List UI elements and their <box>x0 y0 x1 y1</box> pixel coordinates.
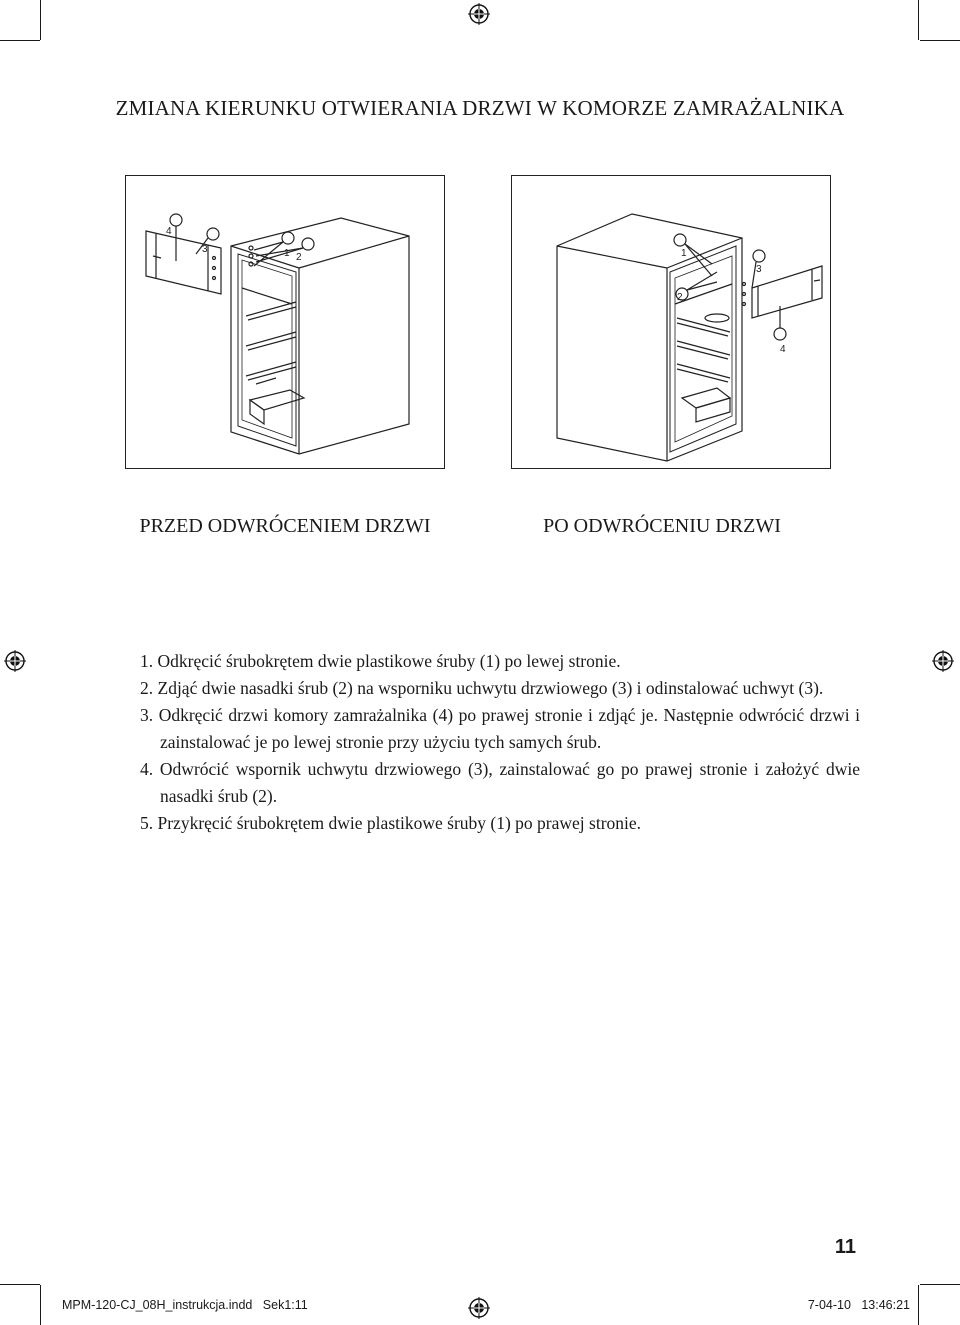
instruction-step: 1. Odkręcić śrubokrętem dwie plastikowe śruby (1) po lewej stronie. <box>140 651 621 671</box>
callout-label: 4 <box>780 344 786 355</box>
callout-label: 3 <box>756 264 762 275</box>
fridge-diagram-before <box>126 176 444 468</box>
figure-after-reversal <box>511 175 831 469</box>
page-number: 11 <box>834 1236 856 1258</box>
crop-mark <box>918 1285 919 1325</box>
figure-caption-after: PO ODWRÓCENIU DRZWI <box>543 515 781 537</box>
figure-before-reversal <box>125 175 445 469</box>
registration-mark-icon <box>4 650 26 672</box>
instruction-step: 2. Zdjąć dwie nasadki śrub (2) na wsporniku uchwytu drzwiowego (3) i odinstalować uchwyt (3). <box>140 678 824 698</box>
crop-mark <box>920 40 960 41</box>
crop-mark <box>0 40 40 41</box>
fridge-diagram-after <box>512 176 830 468</box>
crop-mark <box>0 1284 40 1285</box>
instruction-list <box>140 648 860 837</box>
crop-mark <box>920 1284 960 1285</box>
registration-mark-icon <box>932 650 954 672</box>
callout-label: 4 <box>166 226 172 237</box>
page-title: ZMIANA KIERUNKU OTWIERANIA DRZWI W KOMORZE ZAMRAŻALNIKA <box>115 96 845 120</box>
callout-label: 2 <box>677 292 683 303</box>
crop-mark <box>40 0 41 40</box>
instruction-step: 5. Przykręcić śrubokrętem dwie plastikowe śruby (1) po prawej stronie. <box>140 813 642 833</box>
registration-mark-icon <box>468 3 490 25</box>
crop-mark <box>918 0 919 40</box>
registration-mark-icon <box>468 1297 490 1319</box>
crop-mark <box>40 1285 41 1325</box>
instruction-step: 3. Odkręcić drzwi komory zamrażalnika (4) po prawej stronie i zdjąć je. Następnie odwrócić drzwi i zainstalować je po lewej stronie przy użyciu tych samych śrub. <box>140 705 860 752</box>
callout-label: 2 <box>296 252 302 263</box>
callout-label: 1 <box>284 248 290 259</box>
callout-label: 1 <box>681 248 687 259</box>
figure-caption-before: PRZED ODWRÓCENIEM DRZWI <box>139 515 431 537</box>
instruction-step: 4. Odwrócić wspornik uchwytu drzwiowego (3), zainstalować go po prawej stronie i założyć dwie nasadki śrub (2). <box>140 759 860 806</box>
slug-filename: MPM-120-CJ_08H_instrukcja.indd Sek1:11 <box>62 1298 308 1312</box>
slug-datetime: 7-04-10 13:46:21 <box>807 1298 910 1312</box>
callout-label: 3 <box>202 244 208 255</box>
